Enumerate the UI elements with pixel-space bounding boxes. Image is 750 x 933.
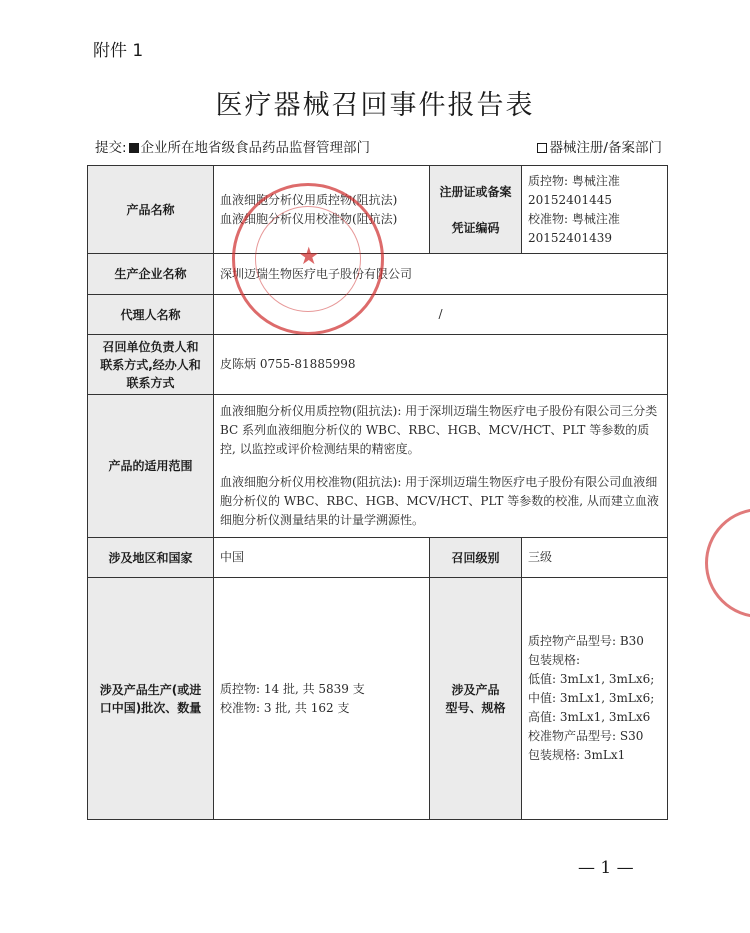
table-row: [88, 395, 668, 538]
table-row: [88, 295, 668, 335]
attachment-label: 附件 1: [93, 41, 144, 61]
batches-value: 质控物: 14 批, 共 5839 支 校准物: 3 批, 共 162 支: [214, 578, 430, 820]
product-name-value: 血液细胞分析仪用质控物(阻抗法) 血液细胞分析仪用校准物(阻抗法): [214, 166, 430, 254]
contact-value: 皮陈炳 0755-81885998: [214, 335, 668, 395]
page-title: 医疗器械召回事件报告表: [215, 90, 535, 121]
star-icon: ★: [298, 242, 320, 270]
scope-paragraph-calibrator: 血液细胞分析仪用校准物(阻抗法): 用于深圳迈瑞生物医疗电子股份有限公司血液细胞分析仪的 WBC、RBC、HGB、MCV/HCT、PLT 等参数的校准, 从而建立血液细胞分析仪测量结果的计量学溯源性。: [220, 475, 659, 527]
contact-label: 召回单位负责人和 联系方式,经办人和 联系方式: [88, 335, 214, 395]
table-row: [88, 578, 668, 820]
product-name-label: 产品名称: [88, 166, 214, 254]
region-value: 中国: [214, 538, 430, 578]
agent-label: 代理人名称: [88, 295, 214, 335]
region-label: 涉及地区和国家: [88, 538, 214, 578]
recall-level-label: 召回级别: [430, 538, 522, 578]
registration-label: 注册证或备案 凭证编码: [430, 166, 522, 254]
scope-label: 产品的适用范围: [88, 395, 214, 538]
table-row: [88, 538, 668, 578]
checked-box-icon: [129, 143, 139, 153]
submit-option-provincial: 企业所在地省级食品药品监督管理部门: [140, 140, 371, 156]
manufacturer-label: 生产企业名称: [88, 254, 214, 295]
submit-to: [95, 136, 370, 156]
submit-label: 提交:: [95, 140, 127, 156]
unchecked-box-icon: [537, 143, 547, 153]
recall-level-value: 三级: [522, 538, 668, 578]
manufacturer-value: 深圳迈瑞生物医疗电子股份有限公司: [214, 254, 668, 295]
model-value: 质控物产品型号: B30 包装规格: 低值: 3mLx1, 3mLx6; 中值: 3mLx1, 3mLx6; 高值: 3mLx1, 3mLx6 校准物产品型号: S30 包装规格: 3mLx1: [522, 578, 668, 820]
registration-value: 质控物: 粤械注准 20152401445 校准物: 粤械注准 20152401439: [522, 166, 668, 254]
scope-value: [214, 395, 668, 538]
company-seal-stamp: [232, 183, 384, 335]
scope-paragraph-qc: 血液细胞分析仪用质控物(阻抗法): 用于深圳迈瑞生物医疗电子股份有限公司三分类 BC 系列血液细胞分析仪的 WBC、RBC、HGB、MCV/HCT、PLT 等参数的质控, 以监控或评价检测结果的精密度。: [220, 404, 658, 456]
partial-seal-stamp: [705, 508, 750, 618]
model-label: 涉及产品 型号、规格: [430, 578, 522, 820]
agent-value: /: [214, 295, 668, 335]
page-number: — 1 —: [578, 858, 634, 878]
batches-label: 涉及产品生产(或进 口中国)批次、数量: [88, 578, 214, 820]
table-row: [88, 335, 668, 395]
submit-option-registration-dept: 器械注册/备案部门: [535, 136, 662, 156]
